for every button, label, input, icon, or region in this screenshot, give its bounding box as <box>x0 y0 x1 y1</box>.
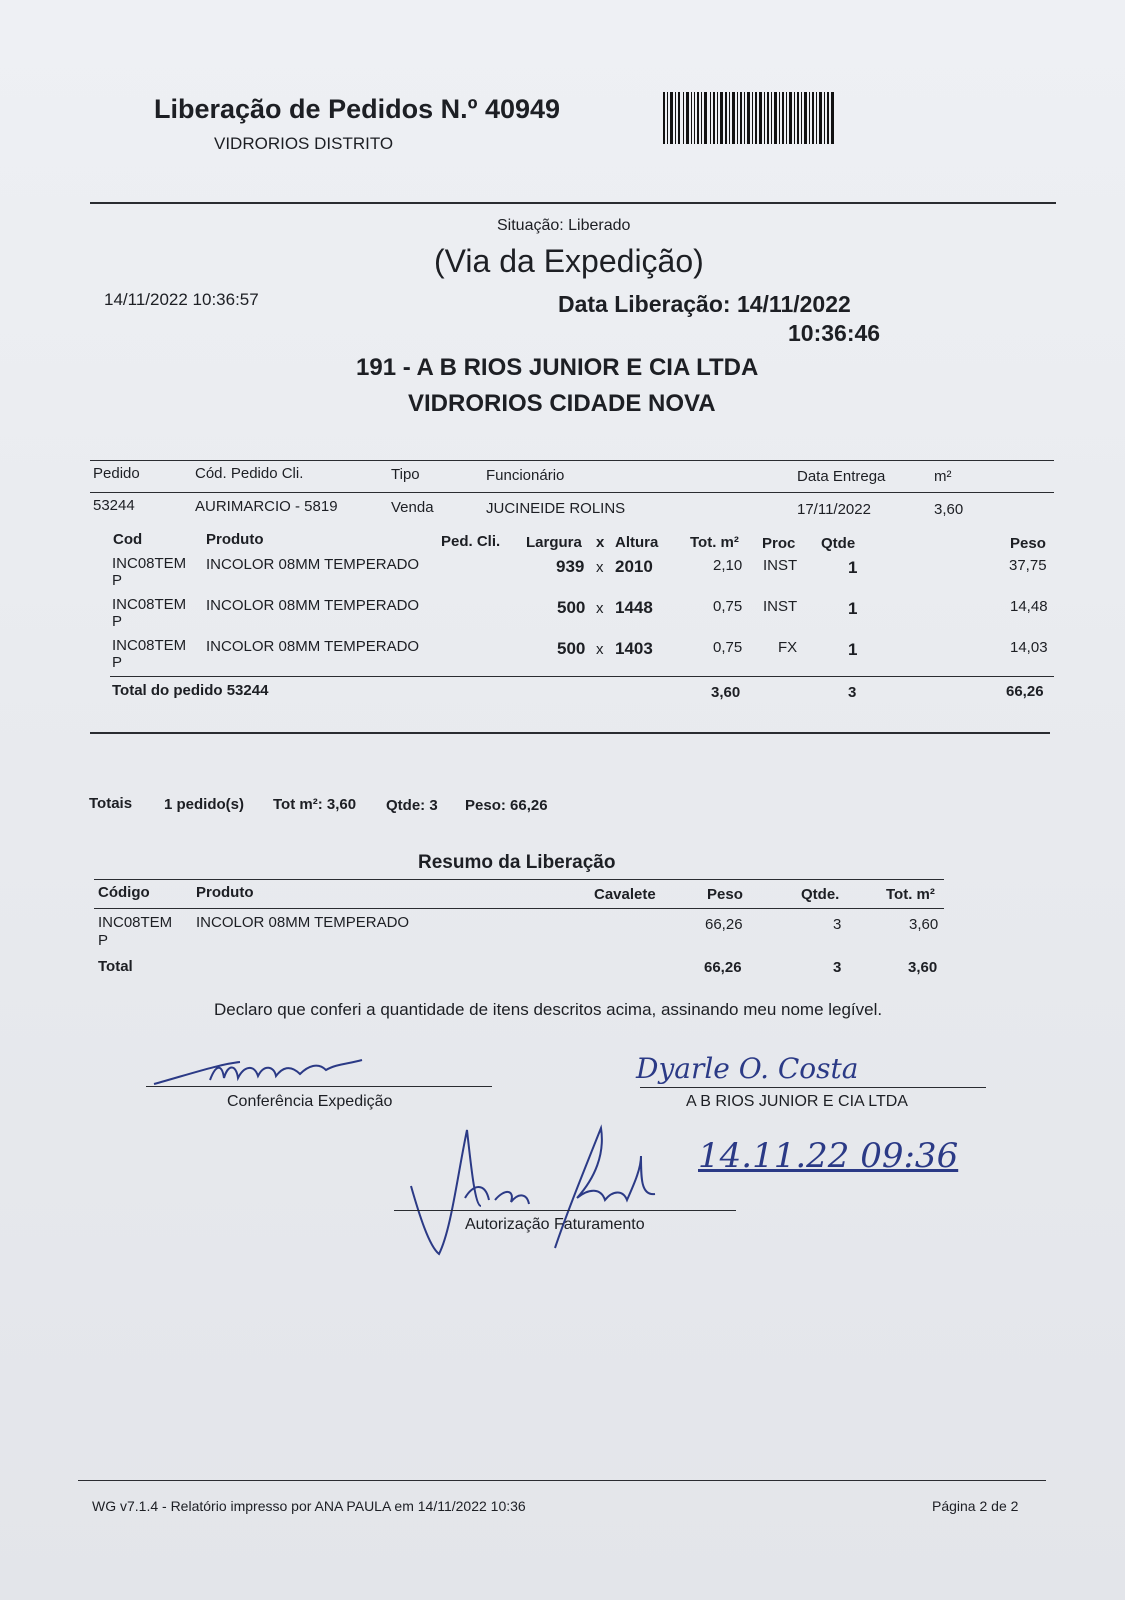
conferencia-label: Conferência Expedição <box>227 1093 393 1110</box>
resumo-header-qtde: Qtde. <box>801 886 840 903</box>
item-altura: 2010 <box>615 557 653 576</box>
cliente-line <box>640 1087 986 1088</box>
item-tot-m2: 2,10 <box>713 557 743 574</box>
items-header-tot-m2: Tot. m² <box>690 534 739 551</box>
col-header-data-entrega: Data Entrega <box>797 468 886 485</box>
items-header-ped-cli: Ped. Cli. <box>441 533 501 550</box>
items-header-largura: Largura <box>526 534 582 551</box>
resumo-top-rule <box>94 879 944 880</box>
order-table-header-rule <box>90 492 1054 493</box>
items-header-peso: Peso <box>1010 535 1046 552</box>
resumo-total-qtde: 3 <box>833 959 842 976</box>
footer-rule <box>78 1480 1046 1481</box>
footer-print-info: WG v7.1.4 - Relatório impresso por ANA PAULA em 14/11/2022 10:36 <box>92 1498 526 1514</box>
item-qtde: 1 <box>848 599 858 618</box>
data-liberacao: Data Liberação: 14/11/2022 <box>558 291 851 317</box>
item-qtde: 1 <box>848 558 858 577</box>
resumo-total-tot-m2: 3,60 <box>908 959 938 976</box>
client-store: VIDRORIOS CIDADE NOVA <box>408 390 716 417</box>
item-cod-cont: P <box>112 654 123 671</box>
items-header-qtde: Qtde <box>821 535 856 552</box>
situacao-text: Situação: Liberado <box>497 217 631 234</box>
order-m2: 3,60 <box>934 501 964 518</box>
order-cod-pedido-cli: AURIMARCIO - 5819 <box>195 498 338 515</box>
resumo-header-produto: Produto <box>196 884 254 901</box>
item-altura: 1403 <box>615 639 653 658</box>
header-divider <box>90 202 1056 204</box>
items-header-cod: Cod <box>113 531 143 548</box>
resumo-total-peso: 66,26 <box>704 959 742 976</box>
conferencia-signature <box>150 1050 380 1090</box>
handwritten-datetime: 14.11.22 09:36 <box>698 1136 959 1176</box>
item-x: x <box>596 600 604 617</box>
resumo-peso: 66,26 <box>705 916 743 933</box>
resumo-codigo: INC08TEM <box>98 914 173 931</box>
item-peso: 14,48 <box>1010 598 1048 615</box>
item-peso: 37,75 <box>1009 557 1047 574</box>
item-peso: 14,03 <box>1010 639 1048 656</box>
item-proc: INST <box>763 557 798 574</box>
item-cod: INC08TEM <box>112 596 187 613</box>
totais-tot-m2: Tot m²: 3,60 <box>273 796 357 813</box>
items-end-divider <box>90 732 1050 734</box>
item-cod: INC08TEM <box>112 637 187 654</box>
item-qtde: 1 <box>848 640 858 659</box>
resumo-title: Resumo da Liberação <box>418 852 616 873</box>
totais-qtde: Qtde: 3 <box>386 797 438 814</box>
resumo-header-rule <box>94 908 944 909</box>
cliente-label: A B RIOS JUNIOR E CIA LTDA <box>686 1093 908 1110</box>
client-name: 191 - A B RIOS JUNIOR E CIA LTDA <box>356 354 759 381</box>
item-x: x <box>596 641 604 658</box>
data-liberacao-time: 10:36:46 <box>788 320 881 346</box>
item-produto: INCOLOR 08MM TEMPERADO <box>206 638 420 655</box>
barcode-image <box>663 92 835 144</box>
declaration-text: Declaro que conferi a quantidade de itens descritos acima, assinando meu nome legível. <box>214 1000 883 1019</box>
resumo-produto: INCOLOR 08MM TEMPERADO <box>196 914 410 931</box>
footer-page-number: Página 2 de 2 <box>932 1498 1019 1514</box>
totais-label: Totais <box>89 795 133 812</box>
items-header-altura: Altura <box>615 534 659 551</box>
items-header-produto: Produto <box>206 531 264 548</box>
item-largura: 939 <box>556 557 585 576</box>
resumo-header-peso: Peso <box>707 886 743 903</box>
autorizacao-label: Autorização Faturamento <box>465 1216 645 1233</box>
item-cod-cont: P <box>112 613 123 630</box>
items-total-qtde: 3 <box>848 684 857 701</box>
via-title: (Via da Expedição) <box>434 243 704 279</box>
document-title: Liberação de Pedidos N.º 40949 <box>154 94 561 124</box>
items-total-label: Total do pedido 53244 <box>112 682 269 699</box>
items-header-proc: Proc <box>762 535 796 552</box>
resumo-header-cavalete: Cavalete <box>594 886 656 903</box>
order-table-top-rule <box>90 460 1054 461</box>
item-altura: 1448 <box>615 598 653 617</box>
autorizacao-signature <box>405 1118 685 1278</box>
items-header-x: x <box>596 534 605 551</box>
col-header-pedido: Pedido <box>93 465 140 482</box>
resumo-header-codigo: Código <box>98 884 150 901</box>
conferencia-line <box>146 1086 492 1087</box>
col-header-tipo: Tipo <box>391 466 420 483</box>
company-name: VIDRORIOS DISTRITO <box>214 134 394 153</box>
item-largura: 500 <box>557 598 586 617</box>
resumo-tot-m2: 3,60 <box>909 916 939 933</box>
totais-peso: Peso: 66,26 <box>465 797 548 814</box>
item-cod-cont: P <box>112 572 123 589</box>
item-x: x <box>596 559 604 576</box>
order-data-entrega: 17/11/2022 <box>797 501 871 518</box>
item-proc: INST <box>763 598 798 615</box>
item-tot-m2: 0,75 <box>713 639 743 656</box>
item-cod: INC08TEM <box>112 555 187 572</box>
items-total-rule <box>110 676 1054 677</box>
item-produto: INCOLOR 08MM TEMPERADO <box>206 597 420 614</box>
resumo-header-tot-m2: Tot. m² <box>886 886 935 903</box>
items-total-tot-m2: 3,60 <box>711 684 741 701</box>
autorizacao-line <box>394 1210 736 1211</box>
resumo-codigo-cont: P <box>98 932 109 949</box>
order-tipo: Venda <box>391 499 434 516</box>
resumo-total-label: Total <box>98 958 133 975</box>
items-total-peso: 66,26 <box>1006 683 1044 700</box>
cliente-signature: Dyarle O. Costa <box>636 1052 859 1085</box>
order-funcionario: JUCINEIDE ROLINS <box>486 500 626 517</box>
resumo-qtde: 3 <box>833 916 842 933</box>
item-tot-m2: 0,75 <box>713 598 743 615</box>
printed-datetime: 14/11/2022 10:36:57 <box>104 290 259 309</box>
col-header-cod-pedido-cli: Cód. Pedido Cli. <box>195 465 304 482</box>
col-header-m2: m² <box>934 468 952 485</box>
totais-pedidos: 1 pedido(s) <box>164 796 245 813</box>
item-proc: FX <box>778 639 798 656</box>
item-largura: 500 <box>557 639 586 658</box>
order-pedido: 53244 <box>93 497 135 514</box>
col-header-funcionario: Funcionário <box>486 467 565 484</box>
item-produto: INCOLOR 08MM TEMPERADO <box>206 556 420 573</box>
